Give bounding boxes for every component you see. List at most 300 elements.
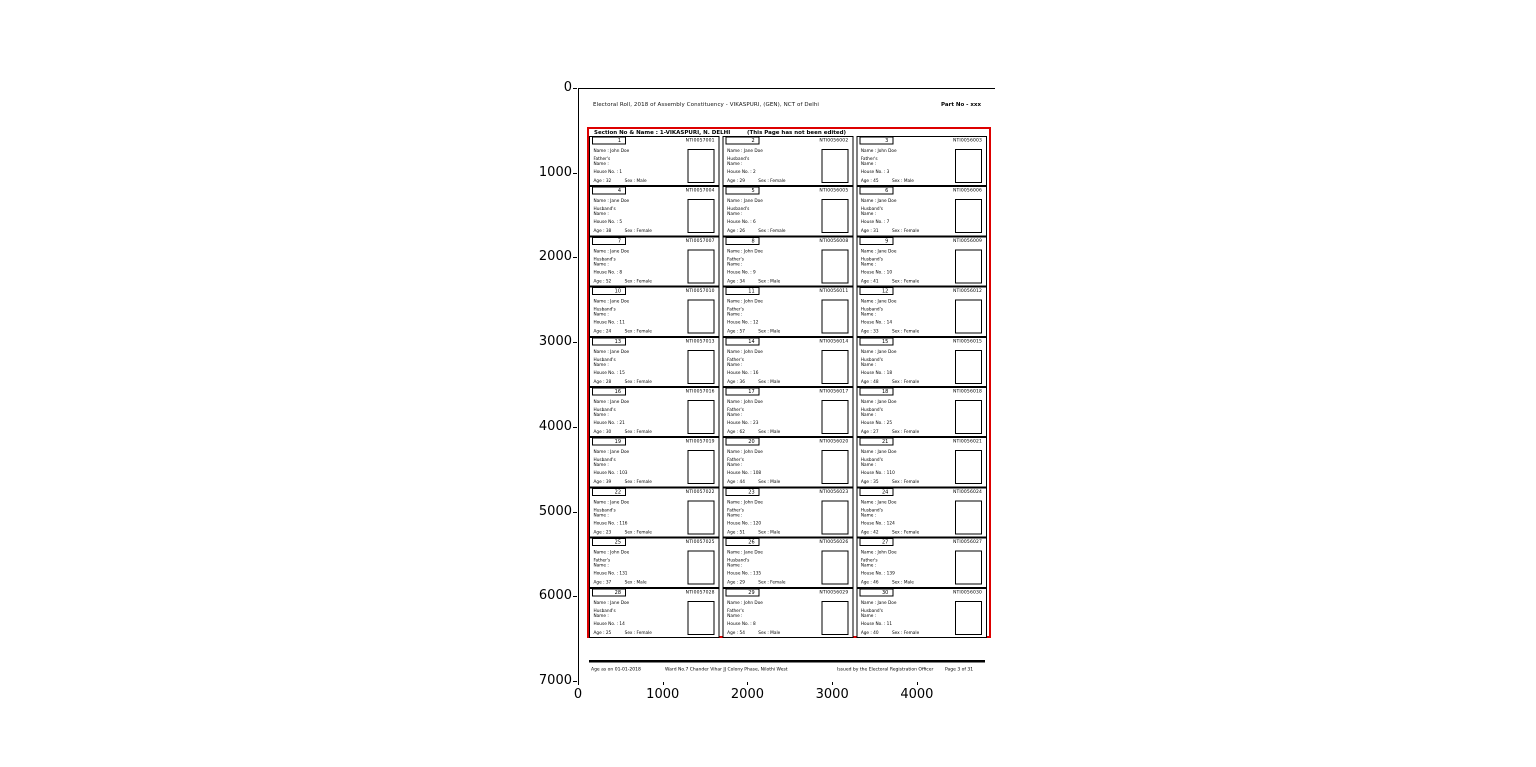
relation-label: Husband's — [593, 407, 616, 413]
relation-name-label: Name : — [860, 312, 877, 318]
photo-placeholder — [955, 500, 982, 534]
sex-value: Sex : Male — [758, 379, 781, 385]
house-number-line: House No. : 11 — [593, 320, 625, 326]
age-value: Age : 45 — [860, 178, 879, 184]
age-value: Age : 41 — [860, 278, 879, 284]
y-tick-label: 7000 — [538, 673, 572, 689]
photo-placeholder — [821, 199, 848, 233]
photo-placeholder — [688, 300, 715, 334]
sex-value: Sex : Female — [624, 429, 652, 435]
sex-value: Sex : Female — [758, 178, 786, 184]
relation-name-label: Name : — [593, 362, 609, 368]
epic-number: NTI0056014 — [819, 338, 849, 344]
voter-name-line: Name : John Doe — [593, 550, 630, 556]
voter-name-line: Name : Jane Doe — [593, 399, 630, 405]
y-tick-label: 1000 — [538, 164, 572, 180]
epic-number: NTI0056026 — [819, 539, 849, 545]
y-tick-label: 3000 — [538, 334, 572, 350]
photo-placeholder — [688, 450, 715, 484]
relation-name-label: Name : — [727, 211, 743, 217]
epic-number: NTI0056027 — [953, 539, 982, 545]
age-sex-line — [727, 330, 780, 335]
voter-name-line: Name : Jane Doe — [860, 299, 897, 305]
age-value: Age : 36 — [727, 379, 745, 385]
age-sex-line — [594, 530, 652, 535]
serial-number-box: 15 — [859, 337, 893, 345]
serial-number-box: 11 — [726, 287, 760, 295]
sex-value: Sex : Female — [891, 429, 920, 435]
photo-placeholder — [955, 400, 982, 434]
age-sex-line — [861, 179, 914, 184]
relation-label: Father's — [860, 558, 878, 564]
sex-value: Sex : Female — [624, 228, 652, 234]
sex-value: Sex : Female — [624, 329, 652, 335]
epic-number: NTI0056017 — [819, 389, 849, 394]
y-tick-mark — [573, 512, 577, 513]
voter-card — [589, 538, 720, 588]
epic-number: NTI0056006 — [953, 188, 982, 194]
voter-name-line: Name : Jane Doe — [593, 248, 630, 254]
epic-number: NTI0057016 — [685, 389, 715, 394]
photo-placeholder — [955, 350, 982, 384]
voter-card — [856, 186, 987, 236]
serial-number-box: 3 — [859, 137, 893, 145]
house-number-line: House No. : 1 — [593, 169, 623, 175]
house-number-line: House No. : 7 — [860, 219, 890, 225]
serial-number-box: 18 — [859, 388, 893, 396]
voter-name-line: Name : Jane Doe — [727, 148, 763, 154]
age-value: Age : 57 — [727, 329, 745, 335]
serial-number-box: 8 — [726, 237, 760, 245]
epic-number: NTI0056003 — [953, 138, 982, 143]
relation-name-label: Name : — [727, 312, 743, 318]
voter-card — [589, 588, 720, 638]
age-sex-line — [594, 430, 652, 435]
voter-name-line: Name : John Doe — [727, 299, 763, 305]
sex-value: Sex : Female — [624, 278, 652, 284]
epic-number: NTI0056023 — [819, 489, 849, 495]
age-sex-line — [594, 480, 652, 485]
photo-placeholder — [821, 551, 848, 585]
serial-number-box: 30 — [859, 588, 893, 596]
relation-name-label: Name : — [860, 211, 877, 217]
x-tick-label: 0 — [573, 687, 583, 702]
epic-number: NTI0056015 — [953, 338, 982, 344]
relation-label: Husband's — [860, 507, 884, 513]
footer-address: Ward No.7 Chander Vihar JJ Colony Phase, Nilothi West — [665, 667, 788, 672]
relation-label: Father's — [860, 156, 878, 162]
serial-number-box: 28 — [592, 588, 626, 596]
voter-name-line: Name : Jane Doe — [860, 499, 897, 505]
relation-label: Father's — [593, 156, 611, 162]
voter-card — [723, 186, 854, 236]
voter-card — [589, 287, 720, 337]
sex-value: Sex : Male — [758, 529, 781, 535]
y-tick-mark — [573, 427, 577, 428]
house-number-line: House No. : 11 — [860, 621, 893, 627]
serial-number-box: 29 — [726, 588, 760, 596]
age-sex-line — [861, 480, 919, 485]
relation-name-label: Name : — [727, 563, 743, 569]
voter-name-line: Name : Jane Doe — [860, 349, 897, 355]
voter-card — [856, 337, 987, 387]
relation-name-label: Name : — [727, 412, 743, 418]
relation-name-label: Name : — [593, 312, 609, 318]
age-sex-line — [861, 279, 919, 284]
footer-divider — [589, 660, 985, 663]
relation-name-label: Name : — [593, 412, 609, 418]
relation-name-label: Name : — [727, 512, 743, 518]
sex-value: Sex : Male — [758, 278, 781, 284]
sex-value: Sex : Male — [758, 630, 781, 636]
relation-label: Father's — [727, 407, 744, 413]
voter-name-line: Name : John Doe — [727, 499, 763, 505]
sex-value: Sex : Female — [891, 529, 920, 535]
sex-value: Sex : Male — [758, 429, 781, 435]
photo-placeholder — [688, 400, 715, 434]
x-tick-label: 2000 — [730, 687, 764, 702]
house-number-line: House No. : 14 — [860, 320, 893, 326]
relation-name-label: Name : — [593, 563, 609, 569]
age-value: Age : 42 — [860, 529, 879, 535]
age-sex-line — [861, 581, 914, 586]
house-number-line: House No. : 25 — [860, 420, 893, 426]
age-value: Age : 26 — [727, 228, 745, 234]
relation-name-label: Name : — [727, 613, 743, 619]
relation-label: Husband's — [860, 307, 884, 313]
relation-label: Husband's — [727, 558, 750, 564]
relation-label: Father's — [727, 357, 744, 363]
age-value: Age : 34 — [727, 278, 745, 284]
photo-placeholder — [955, 601, 982, 635]
photo-placeholder — [821, 500, 848, 534]
serial-number-box: 27 — [859, 538, 893, 546]
epic-number: NTI0056011 — [819, 288, 849, 294]
photo-placeholder — [821, 249, 848, 283]
age-value: Age : 24 — [593, 329, 612, 335]
epic-number: NTI0057007 — [685, 238, 715, 244]
sex-value: Sex : Female — [891, 630, 920, 636]
relation-name-label: Name : — [860, 412, 877, 418]
relation-name-label: Name : — [860, 512, 877, 518]
y-tick-label: 6000 — [538, 588, 572, 604]
sex-value: Sex : Female — [891, 479, 920, 485]
voter-name-line: Name : Jane Doe — [593, 499, 630, 505]
sex-value: Sex : Male — [758, 329, 781, 335]
age-value: Age : 31 — [860, 228, 879, 234]
relation-name-label: Name : — [593, 261, 609, 267]
voter-name-line: Name : John Doe — [727, 449, 763, 455]
photo-placeholder — [821, 400, 848, 434]
relation-name-label: Name : — [860, 362, 877, 368]
voter-name-line: Name : Jane Doe — [860, 198, 897, 204]
sex-value: Sex : Male — [624, 580, 647, 586]
voter-card — [856, 287, 987, 337]
relation-label: Father's — [727, 307, 744, 313]
relation-name-label: Name : — [593, 161, 609, 167]
house-number-line: House No. : 135 — [727, 571, 762, 577]
sex-value: Sex : Female — [891, 228, 920, 234]
relation-label: Husband's — [593, 256, 616, 262]
photo-placeholder — [688, 350, 715, 384]
relation-name-label: Name : — [860, 563, 877, 569]
serial-number-box: 26 — [726, 538, 760, 546]
x-tick-label: 1000 — [646, 687, 680, 702]
relation-label: Father's — [727, 457, 744, 463]
epic-number: NTI0057025 — [685, 539, 715, 545]
voter-card — [723, 387, 854, 437]
house-number-line: House No. : 120 — [727, 520, 762, 526]
age-value: Age : 35 — [860, 479, 879, 485]
voter-card — [589, 387, 720, 437]
voter-name-line: Name : Jane Doe — [860, 399, 897, 405]
age-value: Age : 52 — [593, 278, 612, 284]
sex-value: Sex : Male — [891, 178, 914, 184]
voter-name-line: Name : John Doe — [860, 148, 897, 154]
relation-label: Father's — [727, 507, 744, 513]
voter-card — [589, 136, 720, 186]
age-sex-line — [594, 229, 652, 234]
house-number-line: House No. : 131 — [593, 571, 628, 577]
house-number-line: House No. : 18 — [860, 370, 893, 376]
photo-placeholder — [688, 199, 715, 233]
sex-value: Sex : Female — [891, 278, 920, 284]
epic-number: NTI0056005 — [819, 188, 849, 194]
epic-number: NTI0056029 — [819, 589, 849, 595]
voter-name-line: Name : John Doe — [593, 148, 630, 154]
age-value: Age : 25 — [593, 630, 612, 636]
voter-name-line: Name : Jane Doe — [727, 198, 763, 204]
serial-number-box: 25 — [592, 538, 626, 546]
voter-card — [856, 437, 987, 487]
sex-value: Sex : Male — [624, 178, 647, 184]
voter-card — [589, 337, 720, 387]
voter-name-line: Name : Jane Doe — [593, 449, 630, 455]
photo-placeholder — [688, 500, 715, 534]
age-sex-line — [861, 631, 919, 636]
voter-name-line: Name : Jane Doe — [593, 349, 630, 355]
relation-name-label: Name : — [727, 161, 743, 167]
serial-number-box: 16 — [592, 388, 626, 396]
age-value: Age : 32 — [593, 178, 612, 184]
age-sex-line — [594, 631, 652, 636]
age-sex-line — [594, 330, 652, 335]
voter-card — [856, 236, 987, 286]
epic-number: NTI0056024 — [953, 489, 982, 495]
serial-number-box: 20 — [726, 438, 760, 446]
serial-number-box: 9 — [859, 237, 893, 245]
epic-number: NTI0057013 — [685, 338, 715, 344]
voter-card — [723, 136, 854, 186]
voter-name-line: Name : Jane Doe — [860, 449, 897, 455]
y-tick-mark — [573, 173, 577, 174]
y-tick-label: 5000 — [538, 503, 572, 519]
y-tick-mark — [573, 257, 577, 258]
document-header-title: Electoral Roll, 2018 of Assembly Constituency - VIKASPURI, (GEN), NCT of Delhi — [593, 101, 820, 108]
voter-card — [723, 538, 854, 588]
sex-value: Sex : Female — [624, 479, 652, 485]
house-number-line: House No. : 103 — [593, 470, 628, 476]
age-sex-line — [594, 179, 647, 184]
axes — [578, 88, 995, 681]
relation-label: Husband's — [860, 357, 884, 363]
serial-number-box: 13 — [592, 337, 626, 345]
age-value: Age : 37 — [593, 580, 612, 586]
serial-number-box: 2 — [726, 137, 760, 145]
epic-number: NTI0057019 — [685, 439, 715, 445]
age-value: Age : 23 — [593, 529, 612, 535]
age-value: Age : 29 — [727, 178, 745, 184]
relation-name-label: Name : — [860, 161, 877, 167]
sex-value: Sex : Female — [891, 329, 920, 335]
epic-number: NTI0056009 — [953, 238, 982, 244]
serial-number-box: 23 — [726, 488, 760, 496]
age-sex-line — [861, 380, 919, 385]
voter-name-line: Name : Jane Doe — [860, 248, 897, 254]
age-value: Age : 33 — [860, 329, 879, 335]
house-number-line: House No. : 16 — [727, 370, 759, 376]
relation-label: Husband's — [860, 457, 884, 463]
voter-card — [723, 236, 854, 286]
house-number-line: House No. : 116 — [593, 520, 628, 526]
relation-label: Husband's — [727, 156, 750, 162]
voter-name-line: Name : Jane Doe — [593, 600, 630, 606]
section-no-name: Section No & Name : 1-VIKASPURI, N. DELHI — [594, 129, 731, 136]
house-number-line: House No. : 124 — [860, 520, 895, 526]
age-value: Age : 30 — [593, 429, 612, 435]
relation-name-label: Name : — [860, 261, 877, 267]
serial-number-box: 12 — [859, 287, 893, 295]
relation-name-label: Name : — [860, 462, 877, 468]
voter-grid — [589, 136, 987, 638]
epic-number: NTI0057001 — [685, 138, 715, 143]
house-number-line: House No. : 23 — [727, 420, 759, 426]
voter-name-line: Name : Jane Doe — [860, 600, 897, 606]
voter-card — [723, 437, 854, 487]
voter-name-line: Name : Jane Doe — [727, 550, 763, 556]
sex-value: Sex : Female — [624, 529, 652, 535]
voter-name-line: Name : John Doe — [727, 349, 763, 355]
age-value: Age : 29 — [727, 580, 745, 586]
relation-label: Husband's — [593, 457, 616, 463]
y-tick-mark — [573, 88, 577, 89]
y-tick-label: 0 — [563, 80, 572, 95]
relation-label: Father's — [727, 256, 744, 262]
age-sex-line — [727, 430, 780, 435]
house-number-line: House No. : 139 — [860, 571, 895, 577]
serial-number-box: 14 — [726, 337, 760, 345]
serial-number-box: 1 — [592, 137, 626, 145]
relation-name-label: Name : — [593, 512, 609, 518]
serial-number-box: 22 — [592, 488, 626, 496]
age-sex-line — [861, 430, 919, 435]
epic-number: NTI0056008 — [819, 238, 849, 244]
relation-name-label: Name : — [727, 462, 743, 468]
age-sex-line — [861, 229, 919, 234]
sex-value: Sex : Female — [624, 630, 652, 636]
relation-label: Husband's — [860, 608, 884, 614]
photo-placeholder — [821, 350, 848, 384]
epic-number: NTI0057004 — [685, 188, 715, 194]
relation-label: Husband's — [593, 507, 616, 513]
serial-number-box: 7 — [592, 237, 626, 245]
document-page — [579, 89, 996, 682]
voter-card — [856, 588, 987, 638]
voter-name-line: Name : John Doe — [727, 399, 763, 405]
house-number-line: House No. : 5 — [593, 219, 623, 225]
age-value: Age : 46 — [860, 580, 879, 586]
voter-card — [723, 337, 854, 387]
age-sex-line — [727, 179, 785, 184]
house-number-line: House No. : 8 — [727, 621, 756, 627]
age-value: Age : 39 — [593, 479, 612, 485]
photo-placeholder — [955, 450, 982, 484]
photo-placeholder — [821, 300, 848, 334]
age-sex-line — [594, 380, 652, 385]
relation-name-label: Name : — [593, 462, 609, 468]
age-value: Age : 54 — [727, 630, 745, 636]
house-number-line: House No. : 12 — [727, 320, 759, 326]
epic-number: NTI0056020 — [819, 439, 849, 445]
house-number-line: House No. : 6 — [727, 219, 756, 225]
voter-name-line: Name : John Doe — [727, 600, 763, 606]
house-number-line: House No. : 8 — [593, 269, 623, 275]
photo-placeholder — [955, 551, 982, 585]
sex-value: Sex : Female — [891, 379, 920, 385]
relation-label: Husband's — [593, 357, 616, 363]
footer-issued-by: Issued by the Electoral Registration Officer — [837, 667, 934, 672]
photo-placeholder — [955, 149, 982, 183]
age-sex-line — [861, 330, 919, 335]
relation-label: Husband's — [727, 206, 750, 212]
voter-name-line: Name : John Doe — [727, 248, 763, 254]
part-number: Part No - xxx — [941, 101, 981, 108]
voter-name-line: Name : Jane Doe — [593, 198, 630, 204]
relation-name-label: Name : — [727, 261, 743, 267]
age-value: Age : 40 — [860, 630, 879, 636]
relation-label: Husband's — [860, 206, 884, 212]
sex-value: Sex : Female — [758, 580, 786, 586]
footer-age-as-on: Age as on 01-01-2018 — [591, 667, 641, 672]
photo-placeholder — [821, 450, 848, 484]
age-sex-line — [727, 229, 785, 234]
epic-number: NTI0056002 — [819, 138, 849, 143]
epic-number: NTI0057022 — [685, 489, 715, 495]
voter-card — [589, 487, 720, 537]
x-tick-label: 3000 — [815, 687, 849, 702]
photo-placeholder — [688, 249, 715, 283]
relation-label: Father's — [727, 608, 744, 614]
sex-value: Sex : Male — [758, 479, 781, 485]
voter-card — [856, 136, 987, 186]
serial-number-box: 5 — [726, 187, 760, 195]
house-number-line: House No. : 3 — [860, 169, 890, 175]
relation-label: Husband's — [593, 307, 616, 313]
serial-number-box: 17 — [726, 388, 760, 396]
house-number-line: House No. : 15 — [593, 370, 625, 376]
age-sex-line — [594, 581, 647, 586]
voter-card — [589, 437, 720, 487]
serial-number-box: 6 — [859, 187, 893, 195]
sex-value: Sex : Female — [758, 228, 786, 234]
voter-card — [723, 287, 854, 337]
house-number-line: House No. : 108 — [727, 470, 762, 476]
age-value: Age : 51 — [727, 529, 745, 535]
voter-name-line: Name : John Doe — [860, 550, 897, 556]
house-number-line: House No. : 2 — [727, 169, 756, 175]
relation-name-label: Name : — [593, 613, 609, 619]
epic-number: NTI0057010 — [685, 288, 715, 294]
